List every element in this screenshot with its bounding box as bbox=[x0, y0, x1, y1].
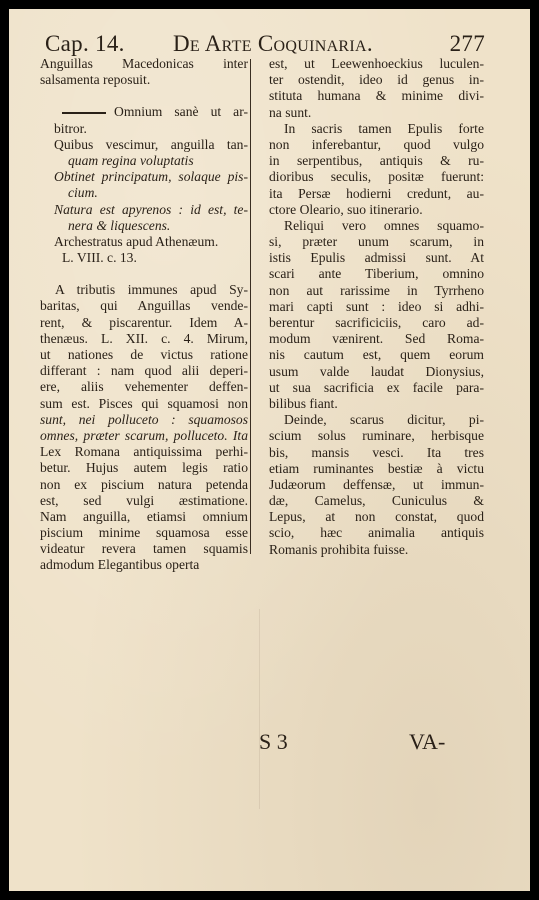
text-line: scium solus ruminare, herbisque bbox=[269, 428, 484, 444]
paragraph-gap bbox=[40, 88, 248, 104]
left-column bbox=[40, 56, 248, 574]
text-line: non inferebantur, quod vulgo bbox=[269, 136, 484, 152]
text-line: non ex piscium natura petenda bbox=[40, 476, 248, 492]
em-rule bbox=[62, 112, 106, 114]
text-line: thenæus. L. XII. c. 4. Mirum, bbox=[40, 330, 248, 346]
text-line: ut sua sacrificia ex facile para- bbox=[269, 379, 484, 395]
text-line: sum est. Pisces qui squamosi non bbox=[40, 395, 248, 411]
text-line: ere, aliis vehementer deffen- bbox=[40, 379, 248, 395]
text-line: piscium minime squamosa esse bbox=[40, 525, 248, 541]
quote-line: bitror. bbox=[54, 120, 87, 136]
text-line: Reliqui vero omnes squamo- bbox=[284, 217, 484, 233]
text-line: in serpentibus, antiquis & ru- bbox=[269, 153, 484, 169]
chapter-label: Cap. 14. bbox=[45, 31, 125, 56]
text-line: Lex Romana antiquissima perhi- bbox=[40, 444, 248, 460]
text-line: videatur revera tamen squamis bbox=[40, 541, 248, 557]
text-line: In sacris tamen Epulis forte bbox=[284, 120, 484, 136]
text-line: ita Persæ hodierni credunt, au- bbox=[269, 185, 484, 201]
text-line: admodum Elegantibus operta bbox=[40, 557, 200, 573]
text-line: si, præter unum scarum, in bbox=[269, 234, 484, 250]
show-through-rule bbox=[259, 609, 260, 809]
text-line: ter ostendit, ideo id genus in- bbox=[269, 72, 484, 88]
catchword: VA- bbox=[409, 729, 446, 754]
text-line: scari ante Tiberium, omnino bbox=[269, 266, 484, 282]
text-line: A tributis immunes apud Sy- bbox=[55, 282, 248, 298]
text-line: sunt, nei polluceto : squamosos bbox=[40, 411, 248, 427]
text-line: betur. Hujus autem legis ratio bbox=[40, 460, 248, 476]
text-line: stituta humana & minime divi- bbox=[269, 88, 484, 104]
column-rule bbox=[250, 59, 251, 554]
quote-line: cium. bbox=[68, 185, 98, 201]
quote-line: Quibus vescimur, anguilla tan- bbox=[54, 136, 248, 152]
text-line: bilibus fiant. bbox=[269, 395, 338, 411]
text-line: etiam ruminantes bestiæ à victu bbox=[269, 460, 484, 476]
quote-line: quam regina voluptatis bbox=[68, 152, 194, 168]
text-line: differant : nam quod alii deperi- bbox=[40, 363, 248, 379]
text-line: baritas, qui Anguillas vende- bbox=[40, 298, 248, 314]
quote-line: Natura est apyrenos : id est, te- bbox=[54, 201, 248, 217]
text-line: scio, hæc animalia antiquis bbox=[269, 525, 484, 541]
running-title: De Arte Coquinaria. bbox=[173, 31, 373, 56]
text-line: Nam anguilla, etiamsi omnium bbox=[40, 508, 248, 524]
text-line: Anguillas Macedonicas inter bbox=[40, 56, 248, 71]
text-line: rent, & piscarentur. Idem A- bbox=[40, 314, 248, 330]
text-line: mari capti sunt : ideo si adhi- bbox=[269, 298, 484, 314]
text-line: ctore Oleario, suo itinerario. bbox=[269, 201, 423, 217]
quote-text: Omnium sanè ut ar- bbox=[114, 104, 248, 120]
text-line: ut nationes de victus ratione bbox=[40, 347, 248, 362]
page-number: 277 bbox=[449, 31, 485, 56]
text-line: nis cautum est, quem eorum bbox=[269, 347, 484, 363]
text-line: bis, mansis vesci. Ita tres bbox=[269, 444, 484, 460]
text-line: Romanis prohibita fuisse. bbox=[269, 541, 409, 557]
text-line: est, sed vulgi æstimatione. bbox=[40, 492, 248, 508]
text-line: non aut rarissime in Tyrrheno bbox=[269, 282, 484, 298]
text-line: dæ, Camelus, Cuniculus & bbox=[269, 493, 484, 509]
text-line: dioribus seculis, positæ fuerunt: bbox=[269, 169, 484, 185]
text-line: Lepus, at non constat, quod bbox=[269, 509, 484, 525]
book-page bbox=[9, 9, 530, 891]
quote-line: Obtinet principatum, solaque pis- bbox=[54, 169, 248, 185]
quote-line: Archestratus apud Athenæum. bbox=[54, 233, 219, 249]
text-line: modum vænirent. Sed Roma- bbox=[269, 331, 484, 347]
quote-line: L. VIII. c. 13. bbox=[62, 250, 137, 266]
quote-line bbox=[40, 104, 248, 120]
text-line: Judæorum deffensæ, ut immun- bbox=[269, 476, 484, 492]
paragraph-gap bbox=[40, 266, 248, 282]
text-line: Deinde, scarus dicitur, pi- bbox=[284, 412, 484, 428]
text-line: usum valde laudat Dionysius, bbox=[269, 363, 484, 379]
text-line: est, ut Leewenhoeckius luculen- bbox=[269, 56, 484, 71]
text-line: berentur sacrificiciis, caro ad- bbox=[269, 315, 484, 330]
text-line: salsamenta reposuit. bbox=[40, 72, 151, 88]
text-line: istis Epulis admissi sunt. At bbox=[269, 250, 484, 266]
signature-mark: S 3 bbox=[259, 729, 288, 754]
text-line: na sunt. bbox=[269, 104, 312, 120]
quote-line: nera & liquescens. bbox=[68, 217, 171, 233]
text-line: omnes, præter scarum, polluceto. Ita bbox=[40, 427, 248, 443]
right-column bbox=[269, 56, 484, 558]
